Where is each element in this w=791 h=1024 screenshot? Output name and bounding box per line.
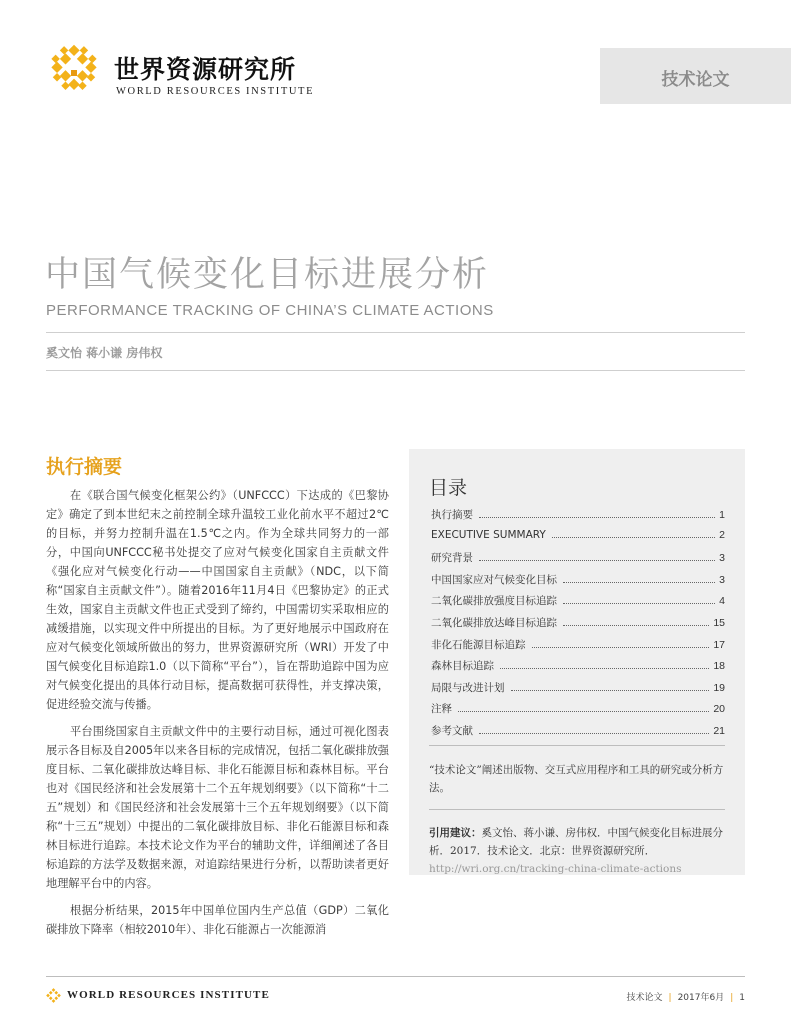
doc-type-description: “技术论文”阐述出版物、交互式应用程序和工具的研究或分析方法。 <box>429 764 724 794</box>
toc-item[interactable] <box>431 701 725 723</box>
toc-leader <box>458 711 709 712</box>
toc-item[interactable] <box>431 507 725 529</box>
toc-item-page: 21 <box>713 724 725 737</box>
page-subtitle: PERFORMANCE TRACKING OF CHINA’S CLIMATE ACTIONS <box>46 302 494 319</box>
toc-leader <box>563 603 715 604</box>
toc-item-label: 森林目标追踪 <box>431 660 494 673</box>
sidebar-box <box>409 449 745 875</box>
toc-item-label: 参考文献 <box>431 724 473 737</box>
toc-leader <box>552 537 715 538</box>
wri-logo-icon <box>46 988 61 1003</box>
toc-item-label: 注释 <box>431 703 452 716</box>
toc-item[interactable] <box>431 593 725 615</box>
section-heading: 执行摘要 <box>46 456 123 478</box>
toc-leader <box>479 733 709 734</box>
summary-paragraph: 在《联合国气候变化框架公约》（UNFCCC）下达成的《巴黎协定》确定了到本世纪末之前控制全球升温较工业化前水平不超过2℃的目标，并努力控制升温在1.5℃之内。作为全球共同努力的一部分，中国向UNFCCC秘书处提交了应对气候变化国家自主贡献文件《强化应对气候变化行动——中国国家自主贡献》（NDC，以下简称“国家自主贡献文件”）。随着2016年11月4日《巴黎协定》的正式生效，国家自主贡献文件也正式受到了缔约，中国需切实采取相应的减缓措施，以实现文件中所提出的目标。为了更好地展示中国政府在应对气候变化领域所做出的努力，世界资源研究所（WRI）开发了中国气候变化目标追踪1.0（以下简称“平台”），旨在帮助追踪中国为应对气候变化提出的具体行动目标，提高数据可获得性，并支撑决策，促进经验交流与传播。 <box>46 489 389 711</box>
toc-item-label: 研究背景 <box>431 552 473 565</box>
footer-meta <box>627 990 745 1003</box>
toc-leader <box>479 560 715 561</box>
toc-item-page: 17 <box>713 638 725 651</box>
toc-item-label: 二氧化碳排放强度目标追踪 <box>431 595 557 608</box>
toc-leader <box>563 625 709 626</box>
toc-item[interactable] <box>431 529 725 551</box>
toc-leader <box>479 517 715 518</box>
wri-logo-icon <box>45 44 103 102</box>
doc-type-label: 技术论文 <box>661 70 730 90</box>
toc-item[interactable] <box>431 572 725 594</box>
toc-item-page: 2 <box>719 528 725 541</box>
toc-item-label: 执行摘要 <box>431 509 473 521</box>
authors: 奚文怡 蒋小谦 房伟权 <box>46 346 163 360</box>
toc-leader <box>563 582 715 583</box>
divider <box>46 370 745 371</box>
toc-item[interactable] <box>431 550 725 572</box>
citation-text: 奚文怡、蒋小谦、房伟权．中国气候变化目标进展分析．2017．技术论文．北京：世界资源研究所． <box>429 827 723 857</box>
toc-item-label: 中国国家应对气候变化目标 <box>431 573 557 586</box>
toc-item[interactable] <box>431 680 725 702</box>
toc-leader <box>500 668 709 669</box>
citation <box>429 824 725 878</box>
toc-leader <box>511 690 710 691</box>
toc-leader <box>532 647 710 648</box>
toc-item-label: 非化石能源目标追踪 <box>431 638 526 651</box>
toc-item[interactable] <box>431 637 725 659</box>
toc-item-page: 20 <box>713 703 725 716</box>
toc-item[interactable] <box>431 615 725 637</box>
toc-item-label: 二氧化碳排放达峰目标追踪 <box>431 616 557 629</box>
toc-item-page: 19 <box>713 681 725 694</box>
toc-list <box>431 507 725 745</box>
toc-item-page: 3 <box>719 552 725 565</box>
toc-item-page: 4 <box>719 595 725 608</box>
toc-title: 目录 <box>429 477 468 499</box>
footer-divider <box>46 976 745 977</box>
divider <box>46 332 745 333</box>
toc-item-page: 15 <box>713 616 725 629</box>
page-title: 中国气候变化目标进展分析 <box>45 255 490 295</box>
citation-link[interactable]: http://wri.org.cn/tracking-china-climate-actions <box>429 863 682 875</box>
toc-item[interactable] <box>431 723 725 745</box>
footer-separator: | <box>668 993 672 1003</box>
footer-separator: | <box>730 993 734 1003</box>
toc-item-page: 18 <box>713 660 725 673</box>
summary-paragraph: 平台围绕国家自主贡献文件中的主要行动目标，通过可视化图表展示各目标及自2005年以来各目标的完成情况，包括二氧化碳排放强度目标、二氧化碳排放达峰目标、非化石能源目标和森林目标。平台也对《国民经济和社会发展第十二个五年规划纲要》（以下简称“十二五”规划）和《国民经济和社会发展第十三个五年规划纲要》（以下简称“十三五”规划）中提出的二氧化碳排放目标、非化石能源目标和森林目标进行追踪。本技术论文作为平台的辅助文件，详细阐述了各目标追踪的方法学及数据来源，对追踪结果进行分析，以帮助读者更好地理解平台中的内容。 <box>46 725 389 890</box>
divider <box>429 809 725 810</box>
brand-name-cn: 世界资源研究所 <box>114 55 297 84</box>
divider <box>429 745 725 746</box>
toc-item[interactable] <box>431 658 725 680</box>
doc-type-badge <box>600 48 791 104</box>
toc-item-page: 1 <box>719 509 725 521</box>
toc-item-label: 局限与改进计划 <box>431 681 505 694</box>
toc-item-page: 3 <box>719 573 725 586</box>
footer-doc-type: 技术论文 <box>626 993 663 1003</box>
brand-name-en: WORLD RESOURCES INSTITUTE <box>116 86 315 97</box>
page-number: 1 <box>739 993 745 1003</box>
citation-label: 引用建议： <box>429 827 482 839</box>
summary-paragraph: 根据分析结果，2015年中国单位国内生产总值（GDP）二氧化碳排放下降率（相较2010年）、非化石能源占一次能源消 <box>46 904 389 936</box>
toc-item-label: EXECUTIVE SUMMARY <box>431 528 546 541</box>
footer-brand: WORLD RESOURCES INSTITUTE <box>67 989 270 1001</box>
footer-date: 2017年6月 <box>677 993 725 1003</box>
summary-body <box>46 486 389 947</box>
